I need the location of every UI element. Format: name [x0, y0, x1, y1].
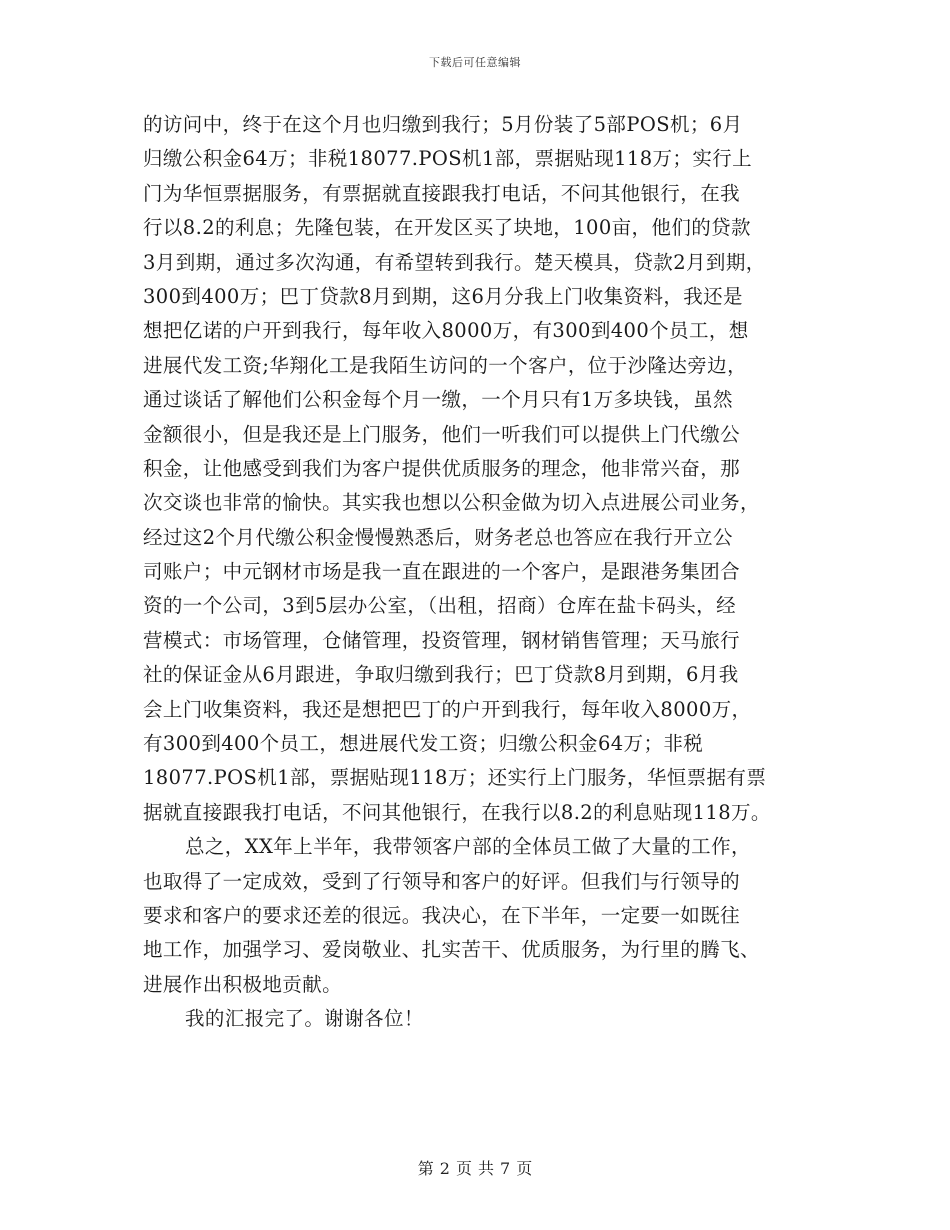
- text-line: 金额很小，但是我还是上门服务，他们一听我们可以提供上门代缴公: [143, 422, 741, 446]
- text-line: 要求和客户的要求还差的很远。我决心，在下半年，一定要一如既往: [143, 903, 741, 927]
- text-line: 司账户；中元钢材市场是我一直在跟进的一个客户，是跟港务集团合: [143, 560, 741, 584]
- text-line: 地工作，加强学习、爱岗敬业、扎实苦干、优质服务，为行里的腾飞、: [143, 938, 760, 962]
- text-line: 社的保证金从6月跟进，争取归缴到我行；巴丁贷款8月到期，6月我: [143, 663, 739, 687]
- text-line: 通过谈话了解他们公积金每个月一缴，一个月只有1万多块钱，虽然: [143, 388, 733, 412]
- text-line: 进展作出积极地贡献。: [143, 972, 343, 996]
- text-line: 的访问中，终于在这个月也归缴到我行；5月份装了5部POS机；6月: [143, 113, 743, 136]
- text-line: 有300到400个员工，想进展代发工资；归缴公积金64万；非税: [143, 732, 704, 756]
- footer-page-total: 7: [500, 1159, 511, 1178]
- footer-total-word: 共: [478, 1159, 495, 1178]
- text-line: 营模式：市场管理，仓储管理，投资管理，钢材销售管理；天马旅行: [143, 628, 741, 652]
- text-line: 我的汇报完了。谢谢各位！: [185, 1007, 424, 1031]
- text-line: 300到400万；巴丁贷款8月到期，这6月分我上门收集资料，我还是: [143, 284, 743, 308]
- text-line: 会上门收集资料，我还是想把巴丁的户开到我行，每年收入8000万，: [143, 697, 752, 721]
- text-line: 也取得了一定成效，受到了行领导和客户的好评。但我们与行领导的: [143, 869, 741, 893]
- page-footer: [0, 1156, 950, 1179]
- footer-page-unit: 页: [455, 1159, 472, 1178]
- text-line: 资的一个公司，3到5层办公室，（出租，招商）仓库在盐卡码头，经: [143, 594, 736, 618]
- text-line: 行以8.2的利息；先隆包装，在开发区买了块地，100亩，他们的贷款: [143, 216, 751, 240]
- text-line: 次交谈也非常的愉快。其实我也想以公积金做为切入点进展公司业务，: [143, 491, 760, 515]
- footer-total-unit: 页: [516, 1159, 533, 1178]
- footer-page-current: 2: [439, 1159, 450, 1178]
- text-line: 经过这2个月代缴公积金慢慢熟悉后，财务老总也答应在我行开立公: [143, 525, 733, 549]
- text-line: 3月到期，通过多次沟通，有希望转到我行。楚天模具，贷款2月到期，: [143, 250, 766, 274]
- text-line: 归缴公积金64万；非税18077.POS机1部，票据贴现118万；实行上: [143, 147, 753, 171]
- document-body: [143, 108, 833, 1037]
- text-line: 总之，XX年上半年，我带领客户部的全体员工做了大量的工作，: [185, 835, 751, 859]
- text-line: 进展代发工资;华翔化工是我陌生访问的一个客户，位于沙隆达旁边，: [143, 353, 747, 377]
- text-line: 门为华恒票据服务，有票据就直接跟我打电话，不问其他银行，在我: [143, 181, 741, 205]
- text-line: 积金，让他感受到我们为客户提供优质服务的理念，他非常兴奋，那: [143, 456, 741, 480]
- page-header: 下载后可任意编辑: [429, 56, 521, 69]
- footer-page-word: 第: [417, 1159, 434, 1178]
- text-line: 想把亿诺的户开到我行，每年收入8000万，有300到400个员工，想: [143, 319, 749, 343]
- text-line: 18077.POS机1部，票据贴现118万；还实行上门服务，华恒票据有票: [143, 766, 767, 790]
- text-line: 据就直接跟我打电话，不问其他银行，在我行以8.2的利息贴现118万。: [143, 800, 771, 824]
